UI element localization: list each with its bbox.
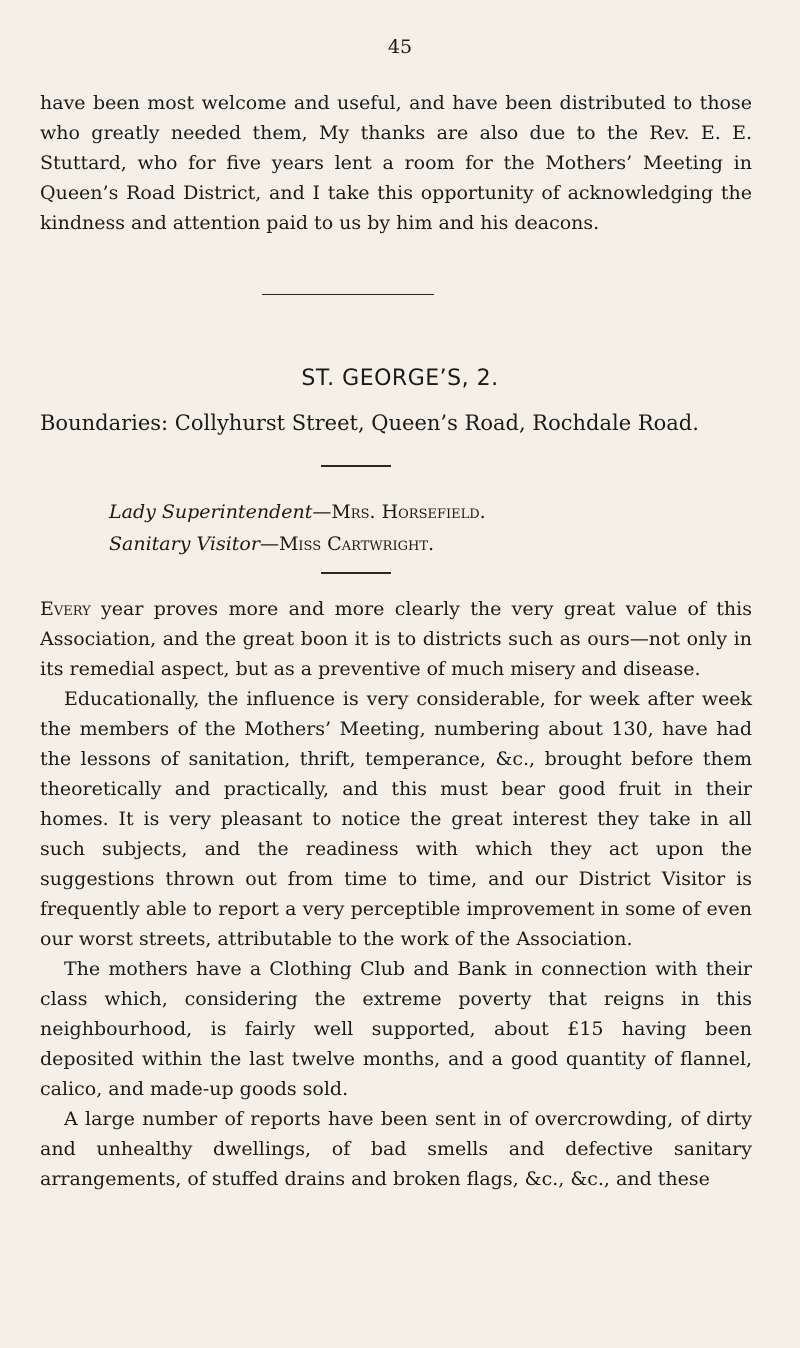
- paragraph-lead-word: Every: [40, 598, 91, 620]
- short-divider-rule-bottom: [321, 572, 391, 574]
- paragraph-value-of-association: [40, 594, 752, 684]
- paragraph-educational-influence: Educationally, the influence is very considerable, for week after week the members of the Mothers’ Meeting, numbering about 130, have had the lessons of sanitation, thrift, temperance, &c., brought before them theoretically and practically, and this must bear good fruit in their homes. It is very pleasant to notice the great interest they take in all such subjects, and the readiness with which they act upon the suggestions thrown out from time to time, and our District Visitor is frequently able to report a very perceptible improvement in some of even our worst streets, attributable to the work of the Association.: [40, 688, 752, 950]
- paragraph-text: year proves more and more clearly the very great value of this Association, and the great boon it is to districts such as ours—not only in its remedial aspect, but as a preventive of much misery and disease.: [40, 598, 752, 680]
- staff-list: [109, 496, 486, 560]
- staff-role: Lady Superintendent: [109, 501, 313, 523]
- staff-line-superintendent: [109, 496, 486, 528]
- intro-paragraph: have been most welcome and useful, and have been distributed to those who greatly needed them, My thanks are also due to the Rev. E. E. Stuttard, who for five years lent a room for the Mothers’ Meeting in Queen’s Road District, and I take this opportunity of acknowledging the kindness and attention paid to us by him and his deacons.: [40, 92, 752, 234]
- staff-name: Mrs. Horsefield.: [331, 501, 486, 523]
- staff-line-visitor: [109, 528, 486, 560]
- body-text: [40, 594, 752, 1194]
- paragraph-reports: A large number of reports have been sent in of overcrowding, of dirty and unhealthy dwellings, of bad smells and defective sanitary arrangements, of stuffed drains and broken flags, &c., &c., and these: [40, 1108, 752, 1190]
- short-divider-rule-top: [321, 465, 391, 467]
- paragraph-clothing-club: The mothers have a Clothing Club and Bank in connection with their class which, considering the extreme poverty that reigns in this neighbourhood, is fairly well supported, about £15 having been deposited within the last twelve months, and a good quantity of flannel, calico, and made-up goods sold.: [40, 958, 752, 1100]
- boundaries-line: Boundaries: Collyhurst Street, Queen’s Road, Rochdale Road.: [40, 411, 699, 435]
- staff-name: Miss Cartwright.: [278, 533, 435, 555]
- page-number: 45: [387, 36, 413, 58]
- staff-separator: —: [259, 533, 279, 555]
- staff-separator: —: [312, 501, 332, 523]
- section-heading: ST. GEORGE’S, 2.: [301, 366, 499, 391]
- section-divider-rule: [262, 294, 434, 295]
- staff-role: Sanitary Visitor: [109, 533, 260, 555]
